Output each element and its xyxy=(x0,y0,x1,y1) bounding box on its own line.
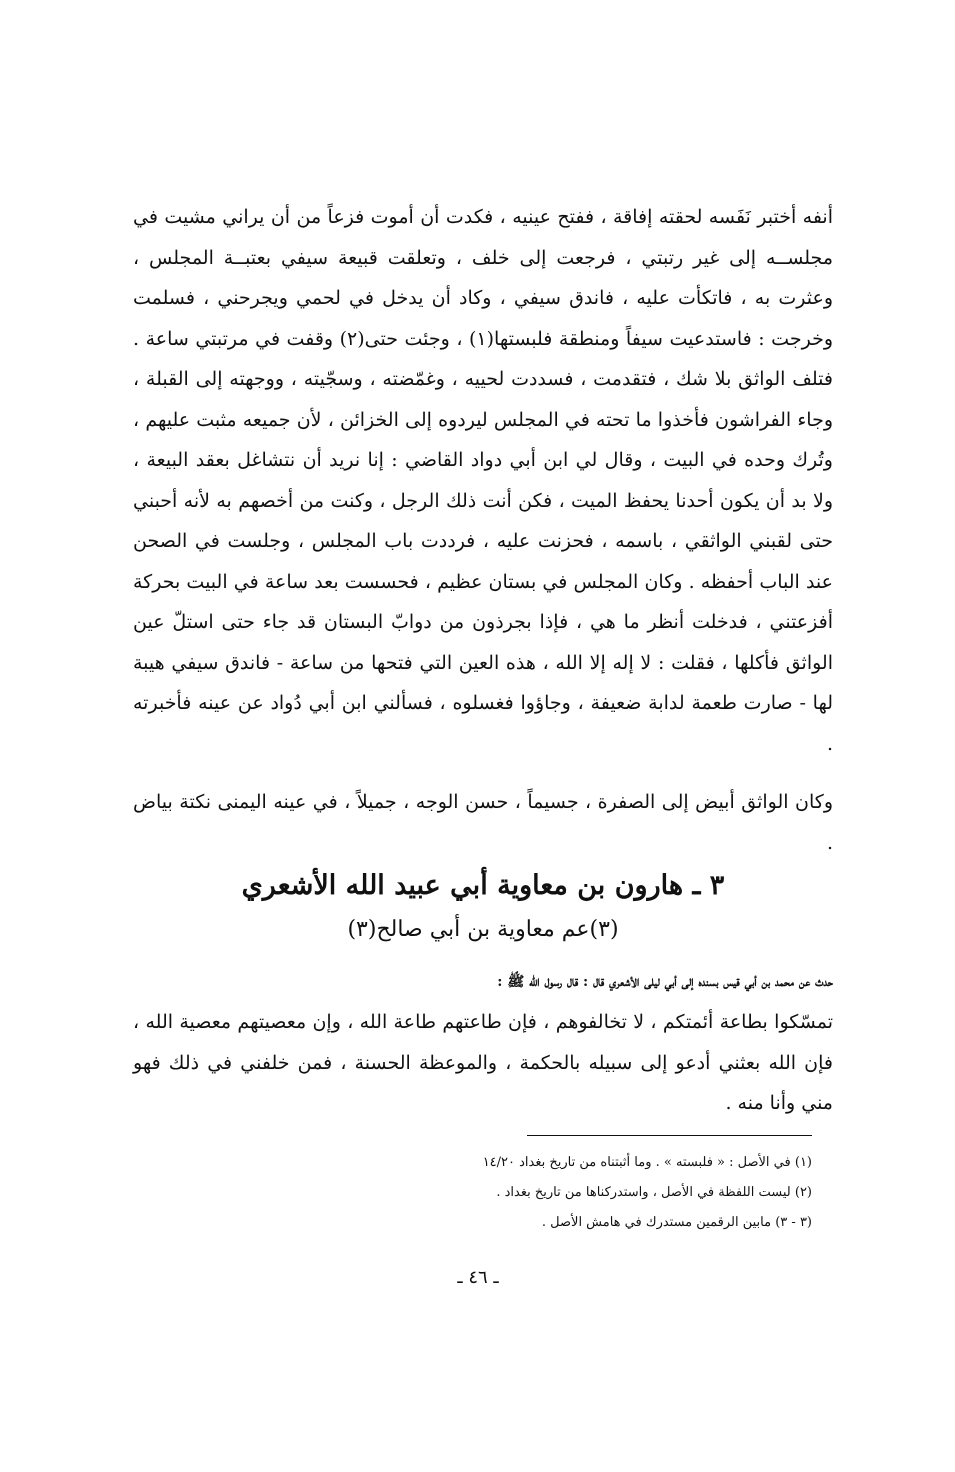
footnote-divider xyxy=(527,1135,812,1136)
hadith-chain-line: حدث عن محمد بن أبي قيس بسنده إلى أبي ليلى الأشعري قال : قال رسول الله ﷺ : xyxy=(497,974,833,990)
footnote-item: (٢) ليست اللفظة في الأصل ، واستدركناها من تاريخ بغداد . xyxy=(496,1185,812,1200)
section-heading: ٣ ـ هارون بن معاوية أبي عبيد الله الأشعري xyxy=(241,870,725,901)
body-paragraph: وكان الواثق أبيض إلى الصفرة ، جسيماً ، حسن الوجه ، جميلاً ، في عينه اليمنى نكتة بياض . xyxy=(133,791,833,854)
footnotes xyxy=(300,1148,812,1238)
footnote-item: (٣ - ٣) مابين الرقمين مستدرك في هامش الأصل . xyxy=(541,1215,812,1230)
hadith-text: تمسّكوا بطاعة أئمتكم ، لا تخالفوهم ، فإن طاعتهم طاعة الله ، وإن معصيتهم معصية الله ، فإن الله بعثني أدعو إلى سبيله بالحكمة ، والموعظة الحسنة ، فمن خلفني في ذلك فهو مني وأنا منه . xyxy=(133,1011,833,1114)
footnote-item: (١) في الأصل : « فلبسته » . وما أثبتناه من تاريخ بغداد ١٤/٢٠ xyxy=(482,1155,812,1170)
page-number: ـ ٤٦ ـ xyxy=(457,1267,499,1288)
section-subheading: (٣)عم معاوية بن أبي صالح(٣) xyxy=(347,917,619,942)
body-paragraph: أنفه أختبر نَفَسه لحقته إفاقة ، ففتح عينيه ، فكدت أن أموت فزعاً من أن يراني مشيت في مجلســه إلى غير رتبتي ، فرجعت إلى خلف ، وتعلقت قبيعة سيفي بعتبــة المجلس ، وعثرت به ، فاتكأت عليه ، فاندق سيفي ، وكاد أن يدخل في لحمي ويجرحني ، فسلمت وخرجت : فاستدعيت سيفاً ومنطقة فلبستها(١) ، وجئت حتى(٢) وقفت في مرتبتي ساعة . فتلف الواثق بلا شك ، فتقدمت ، فسددت لحييه ، وغمّضته ، وسجّيته ، ووجهته إلى القبلة ، وجاء الفراشون فأخذوا ما تحته في المجلس ليردوه إلى الخزائن ، لأن جميعه مثبت عليهم ، وتُرك وحده في البيت ، وقال لي ابن أبي دواد القاضي : إنا نريد أن نتشاغل بعقد البيعة ، ولا بد أن يكون أحدنا يحفظ الميت ، فكن أنت ذلك الرجل ، وكنت من أخصهم به لأنه أحبني حتى لقبني الواثقي ، باسمه ، فحزنت عليه ، فرددت باب المجلس ، وجلست في الصحن عند الباب أحفظه . وكان المجلس في بستان عظيم ، فحسست بعد ساعة في البيت بحركة أفزعتني ، فدخلت أنظر ما هي ، فإذا بجرذون من دوابّ البستان قد جاء حتى استلّ عين الواثق فأكلها ، فقلت : لا إله إلا الله ، هذه العين التي فتحها من ساعة - فاندق سيفي هيبة لها - صارت طعمة لدابة ضعيفة ، وجاؤوا فغسلوه ، فسألني ابن أبي دُواد عن عينه فأخبرته . xyxy=(133,206,833,755)
